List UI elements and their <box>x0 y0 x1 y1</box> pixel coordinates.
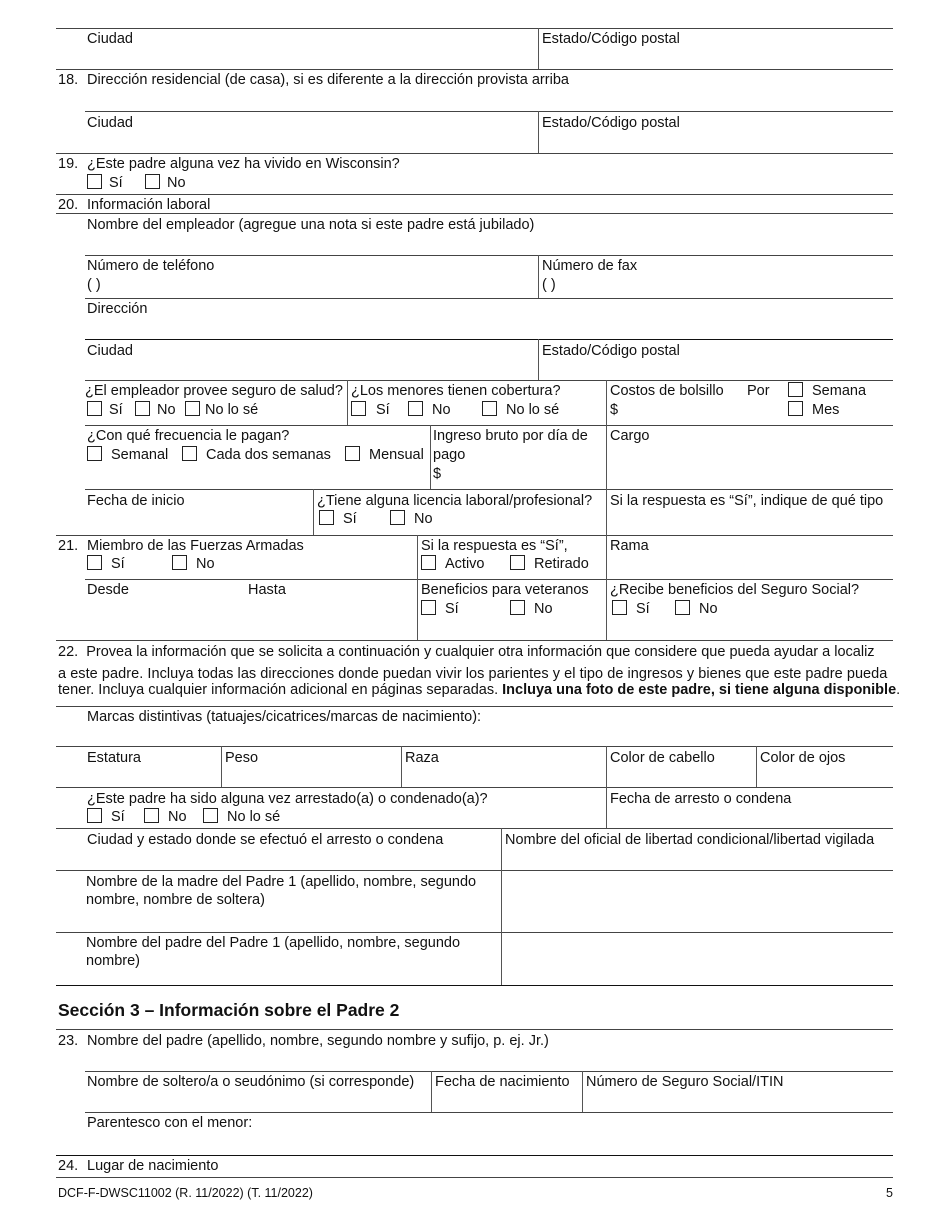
per-month-option[interactable]: Mes <box>788 401 839 419</box>
license-yes-option[interactable]: Sí <box>319 510 357 528</box>
weekly-option[interactable]: Semanal <box>87 446 168 464</box>
q20-number: 20. <box>58 197 79 213</box>
probation-officer-label: Nombre del oficial de libertad condicional/libertad vigilada <box>505 832 875 848</box>
checkbox[interactable] <box>135 401 150 416</box>
maiden-name-label: Nombre de soltero/a o seudónimo (si corresponde) <box>87 1074 415 1090</box>
branch-label: Rama <box>610 538 649 554</box>
divider <box>606 425 607 489</box>
arrest-yes-option[interactable]: Sí <box>87 808 125 826</box>
ss-yes-option[interactable]: Sí <box>612 600 650 618</box>
distinctive-marks-label: Marcas distintivas (tatuajes/cicatrices/marcas de nacimiento): <box>87 709 482 725</box>
rule <box>85 1071 893 1072</box>
checkbox[interactable] <box>145 174 160 189</box>
rule <box>85 425 893 426</box>
rule <box>56 1029 893 1030</box>
rule <box>56 746 893 747</box>
rule <box>56 1155 893 1156</box>
rule <box>56 787 893 788</box>
date-of-birth-label: Fecha de nacimiento <box>435 1074 570 1090</box>
monthly-option[interactable]: Mensual <box>345 446 424 464</box>
gross-income-label: Ingreso bruto por día de <box>433 428 588 444</box>
rule <box>56 870 893 871</box>
arrest-place-label: Ciudad y estado donde se efectuó el arresto o condena <box>87 832 444 848</box>
checkbox[interactable] <box>87 174 102 189</box>
social-security-question: ¿Recibe beneficios del Seguro Social? <box>610 582 860 598</box>
health-dont-know-option[interactable]: No lo sé <box>185 401 258 419</box>
rule <box>56 194 893 195</box>
start-date-label: Fecha de inicio <box>87 493 185 509</box>
q23-label: Nombre del padre (apellido, nombre, segundo nombre y sufijo, p. ej. Jr.) <box>87 1033 549 1049</box>
father-name-label-cont: nombre) <box>86 953 140 969</box>
divider <box>606 746 607 787</box>
pay-frequency-question: ¿Con qué frecuencia le pagan? <box>87 428 290 444</box>
minors-dont-know-option[interactable]: No lo sé <box>482 401 559 419</box>
divider <box>538 255 539 298</box>
checkbox[interactable] <box>390 510 405 525</box>
rule <box>56 535 893 536</box>
phone-area-code: ( ) <box>87 277 101 293</box>
rule <box>56 153 893 154</box>
per-label: Por <box>747 383 770 399</box>
page-number: 5 <box>886 1186 893 1200</box>
checkbox[interactable] <box>612 600 627 615</box>
minors-no-option[interactable]: No <box>408 401 451 419</box>
city-label: Ciudad <box>87 343 133 359</box>
per-week-option[interactable]: Semana <box>788 382 866 400</box>
rule <box>56 932 893 933</box>
divider <box>538 111 539 153</box>
divider <box>501 828 502 985</box>
employer-label: Nombre del empleador (agregue una nota si este padre está jubilado) <box>87 217 535 233</box>
divider <box>417 535 418 640</box>
rule <box>85 1112 893 1113</box>
checkbox[interactable] <box>172 555 187 570</box>
rule <box>85 298 893 299</box>
dollar-sign: $ <box>610 402 619 418</box>
weight-label: Peso <box>225 750 259 766</box>
health-no-option[interactable]: No <box>135 401 176 419</box>
checkbox[interactable] <box>482 401 497 416</box>
rule <box>56 706 893 707</box>
divider <box>347 380 348 425</box>
license-type-label: Si la respuesta es “Sí”, indique de qué tipo <box>610 493 884 509</box>
divider <box>221 746 222 787</box>
checkbox[interactable] <box>788 401 803 416</box>
divider <box>401 746 402 787</box>
mother-name-label-cont: nombre, nombre de soltera) <box>86 892 265 908</box>
checkbox[interactable] <box>87 446 102 461</box>
q22-line-2: a este padre. Incluya todas las direcciones donde puedan vivir los parientes y el tipo de ingresos y bienes que este padre pueda <box>58 666 888 682</box>
rule <box>85 111 893 112</box>
q18-number: 18. <box>58 72 79 88</box>
minors-yes-option[interactable]: Sí <box>351 401 390 419</box>
checkbox[interactable] <box>675 600 690 615</box>
rule <box>85 579 893 580</box>
health-yes-option[interactable]: Sí <box>87 401 123 419</box>
checkbox[interactable] <box>203 808 218 823</box>
minors-coverage-question: ¿Los menores tienen cobertura? <box>351 383 561 399</box>
rule <box>56 640 893 641</box>
q22-line-1: 22. Provea la información que se solicita a continuación y cualquier otra información que considere que pueda ayudar a localiz <box>58 644 875 660</box>
rule <box>56 69 893 70</box>
license-question: ¿Tiene alguna licencia laboral/profesional? <box>317 493 593 509</box>
checkbox[interactable] <box>351 401 366 416</box>
checkbox[interactable] <box>185 401 200 416</box>
arrest-no-option[interactable]: No <box>144 808 187 826</box>
divider <box>431 1071 432 1112</box>
out-of-pocket-label: Costos de bolsillo <box>610 383 724 399</box>
state-zip-label: Estado/Código postal <box>542 115 680 131</box>
phone-label: Número de teléfono <box>87 258 215 274</box>
checkbox[interactable] <box>319 510 334 525</box>
checkbox[interactable] <box>144 808 159 823</box>
to-label: Hasta <box>248 582 286 598</box>
checkbox[interactable] <box>510 555 525 570</box>
checkbox[interactable] <box>87 808 102 823</box>
divider <box>606 380 607 425</box>
if-yes-label: Si la respuesta es “Sí”, <box>421 538 568 554</box>
divider <box>582 1071 583 1112</box>
fax-label: Número de fax <box>542 258 638 274</box>
dollar-sign: $ <box>433 466 442 482</box>
q19-label: ¿Este padre alguna vez ha vivido en Wisconsin? <box>87 156 400 172</box>
q23-number: 23. <box>58 1033 79 1049</box>
q20-label: Información laboral <box>87 197 211 213</box>
retired-option[interactable]: Retirado <box>510 555 589 573</box>
fax-area-code: ( ) <box>542 277 556 293</box>
form-id: DCF-F-DWSC11002 (R. 11/2022) (T. 11/2022) <box>58 1186 313 1200</box>
health-insurance-question: ¿El empleador provee seguro de salud? <box>85 383 343 399</box>
armed-forces-label: Miembro de las Fuerzas Armadas <box>87 538 304 554</box>
hair-color-label: Color de cabello <box>610 750 715 766</box>
license-no-option[interactable]: No <box>390 510 433 528</box>
veterans-no-option[interactable]: No <box>510 600 553 618</box>
rule <box>56 828 893 829</box>
rule <box>85 380 893 381</box>
q19-number: 19. <box>58 156 79 172</box>
checkbox[interactable] <box>408 401 423 416</box>
arrest-question: ¿Este padre ha sido alguna vez arrestado(a) o condenado(a)? <box>87 791 488 807</box>
q21-number: 21. <box>58 538 79 554</box>
divider <box>606 787 607 828</box>
checkbox[interactable] <box>421 600 436 615</box>
divider <box>538 339 539 380</box>
checkbox[interactable] <box>87 555 102 570</box>
relationship-label: Parentesco con el menor: <box>87 1115 253 1131</box>
city-label: Ciudad <box>87 31 133 47</box>
city-label: Ciudad <box>87 115 133 131</box>
q19-no-option[interactable]: No <box>145 174 186 192</box>
state-zip-label: Estado/Código postal <box>542 343 680 359</box>
mother-name-label: Nombre de la madre del Padre 1 (apellido, nombre, segundo <box>86 874 477 890</box>
q18-label: Dirección residencial (de casa), si es diferente a la dirección provista arriba <box>87 72 569 88</box>
gross-income-label-cont: pago <box>433 447 466 463</box>
birthplace-label: Lugar de nacimiento <box>87 1158 219 1174</box>
q19-yes-option[interactable]: Sí <box>87 174 123 192</box>
checkbox[interactable] <box>788 382 803 397</box>
state-zip-label: Estado/Código postal <box>542 31 680 47</box>
checkbox[interactable] <box>182 446 197 461</box>
armed-forces-no-option[interactable]: No <box>172 555 215 573</box>
from-label: Desde <box>87 582 129 598</box>
eye-color-label: Color de ojos <box>760 750 846 766</box>
biweekly-option[interactable]: Cada dos semanas <box>182 446 331 464</box>
rule <box>56 28 893 29</box>
veterans-benefits-label: Beneficios para veteranos <box>421 582 589 598</box>
section-3-heading: Sección 3 – Información sobre el Padre 2 <box>58 1000 400 1020</box>
armed-forces-yes-option[interactable]: Sí <box>87 555 125 573</box>
divider <box>606 489 607 535</box>
ss-no-option[interactable]: No <box>675 600 718 618</box>
q24-number: 24. <box>58 1158 79 1174</box>
checkbox[interactable] <box>510 600 525 615</box>
rule <box>85 255 893 256</box>
arrest-dont-know-option[interactable]: No lo sé <box>203 808 280 826</box>
rule <box>85 489 893 490</box>
height-label: Estatura <box>87 750 141 766</box>
rule <box>56 1177 893 1178</box>
position-label: Cargo <box>610 428 650 444</box>
rule <box>85 339 893 340</box>
race-label: Raza <box>405 750 439 766</box>
checkbox[interactable] <box>345 446 360 461</box>
veterans-yes-option[interactable]: Sí <box>421 600 459 618</box>
address-label: Dirección <box>87 301 148 317</box>
ssn-label: Número de Seguro Social/ITIN <box>586 1074 784 1090</box>
active-option[interactable]: Activo <box>421 555 485 573</box>
q22-line-3: tener. Incluya cualquier información adicional en páginas separadas. Incluya una foto de este padre, si tiene alguna disponible. <box>58 682 901 698</box>
divider <box>538 28 539 69</box>
divider <box>313 489 314 535</box>
divider <box>756 746 757 787</box>
arrest-date-label: Fecha de arresto o condena <box>610 791 792 807</box>
divider <box>430 425 431 489</box>
father-name-label: Nombre del padre del Padre 1 (apellido, nombre, segundo <box>86 935 461 951</box>
divider <box>606 535 607 640</box>
checkbox[interactable] <box>421 555 436 570</box>
checkbox[interactable] <box>87 401 102 416</box>
rule <box>56 985 893 986</box>
